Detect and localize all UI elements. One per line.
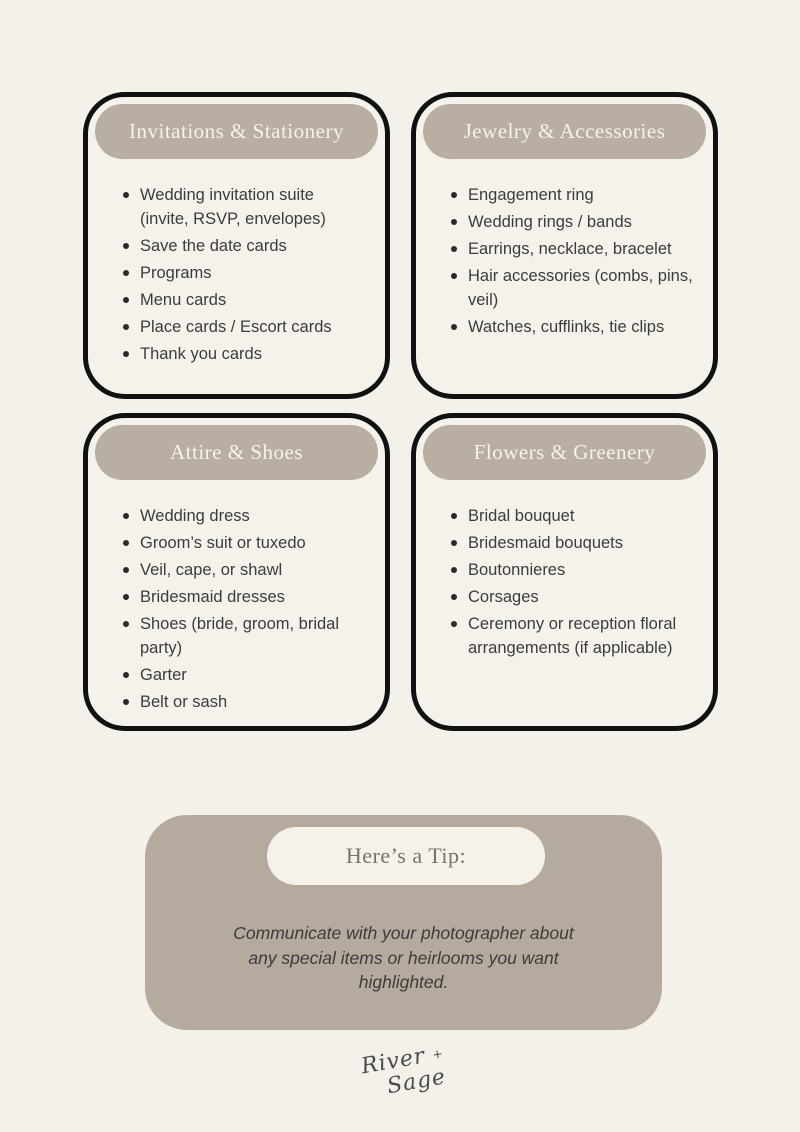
card-header-pill [423,104,706,159]
brand-logo [347,1032,477,1122]
list-item: Ceremony or reception floral arrangements (if applicable) [468,612,694,660]
list-item: Menu cards [140,288,366,312]
list-item: Bridesmaid dresses [140,585,366,609]
card-item-list [88,183,371,366]
list-item: Corsages [468,585,694,609]
card-flowers-greenery [411,413,718,731]
card-title: Attire & Shoes [170,440,303,464]
list-item: Bridal bouquet [468,504,694,528]
card-item-list [416,504,699,660]
logo-text-sage: Sage [385,1064,448,1100]
card-header-pill [95,104,378,159]
list-item: Thank you cards [140,342,366,366]
list-item: Wedding rings / bands [468,210,694,234]
list-item: Place cards / Escort cards [140,315,366,339]
tip-box [145,815,662,1030]
tip-body-text: Communicate with your photographer about any special items or heirlooms you want highlighted. [233,923,574,992]
card-header-pill [423,425,706,480]
list-item: Hair accessories (combs, pins, veil) [468,264,694,312]
logo-plus-sign: + [431,1046,444,1062]
card-header-pill [95,425,378,480]
list-item: Save the date cards [140,234,366,258]
list-item: Boutonnieres [468,558,694,582]
list-item: Bridesmaid bouquets [468,531,694,555]
list-item: Groom’s suit or tuxedo [140,531,366,555]
card-title: Invitations & Stationery [129,119,344,143]
list-item: Earrings, necklace, bracelet [468,237,694,261]
list-item: Watches, cufflinks, tie clips [468,315,694,339]
list-item: Wedding invitation suite (invite, RSVP, envelopes) [140,183,366,231]
tip-label-pill [267,827,545,885]
tip-label: Here’s a Tip: [345,843,467,868]
card-jewelry-accessories [411,92,718,399]
card-title: Flowers & Greenery [473,440,656,464]
list-item: Shoes (bride, groom, bridal party) [140,612,366,660]
list-item: Belt or sash [140,690,366,714]
logo-text-river: River [359,1043,428,1080]
card-item-list [416,183,699,339]
card-invitations-stationery [83,92,390,399]
list-item: Engagement ring [468,183,694,207]
card-item-list [88,504,371,714]
list-item: Veil, cape, or shawl [140,558,366,582]
list-item: Garter [140,663,366,687]
list-item: Programs [140,261,366,285]
card-attire-shoes [83,413,390,731]
card-title: Jewelry & Accessories [463,119,666,143]
list-item: Wedding dress [140,504,366,528]
